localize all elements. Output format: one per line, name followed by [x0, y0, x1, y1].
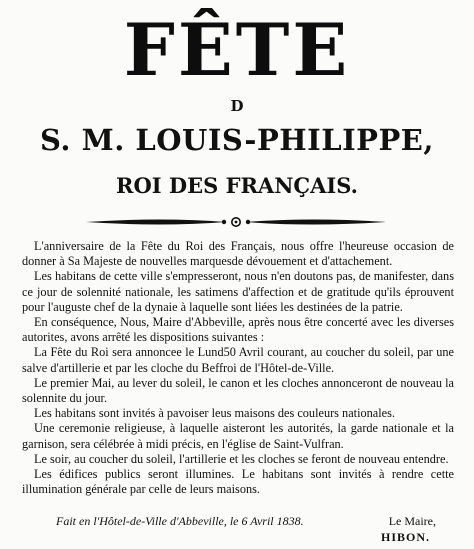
proclamation-text [22, 239, 454, 497]
paragraph: Une ceremonie religieuse, à laquelle aisteront les autorités, la garde nationale et la garnison, sera célébrée à midi précis, en l'église de Saint-Vulfran. [22, 421, 454, 451]
paragraph: La Fête du Roi sera annoncee le Lund50 Avril courant, au coucher du soleil, par une salve d'artillerie et par les cloche du Beffroi de l'Hôtel-de-Ville. [22, 345, 454, 375]
paragraph: Les habitans de cette ville s'empresseront, nous n'en doutons pas, de manifester, dans ce jour de solennité nationale, les satimens d'affection et de gratitude qu'ils éprouvent pour l'auguste chef de la dynaie à laquelle sont liées les destinées de la patrie. [22, 269, 454, 314]
poster-king: S. M. LOUIS-PHILIPPE, [40, 123, 434, 157]
paragraph: Les édifices publics seront illumines. Le habitans sont invités à rendre cette illumination générale par celle de leurs maisons. [22, 467, 454, 497]
ornament-rule [86, 212, 386, 232]
poster-of: D [230, 97, 244, 115]
paragraph: Le premier Mai, au lever du soleil, le canon et les cloches annonceront de nouveau la solennite du jour. [22, 375, 454, 406]
place-date: Fait en l'Hôtel-de-Ville d'Abbeville, le 6 Avril 1838. [56, 514, 304, 528]
signature-title: Le Maire, [388, 514, 436, 528]
paragraph: L'anniversaire de la Fête du Roi des Français, nous offre l'heureuse occasion de donner à Sa Majeste de nouvelles marquesde dévouement et d'attachement. [22, 239, 454, 269]
signature-name: HIBON. [380, 530, 430, 544]
paragraph: Les habitans sont invités à pavoiser leus maisons des couleurs nationales. [34, 406, 395, 421]
paragraph: En conséquence, Nous, Maire d'Abbeville, après nous être concerté avec les diverses autorites, avons arrêté les dispositions suivantes : [22, 315, 454, 345]
poster-title: FÊTE [123, 7, 351, 92]
closing [22, 514, 454, 544]
poster-subtitle: ROI DES FRANÇAIS. [116, 173, 358, 198]
paragraph: Le soir, au coucher du soleil, l'artillerie et les cloches se feront de nouveau entendre. [34, 451, 449, 466]
